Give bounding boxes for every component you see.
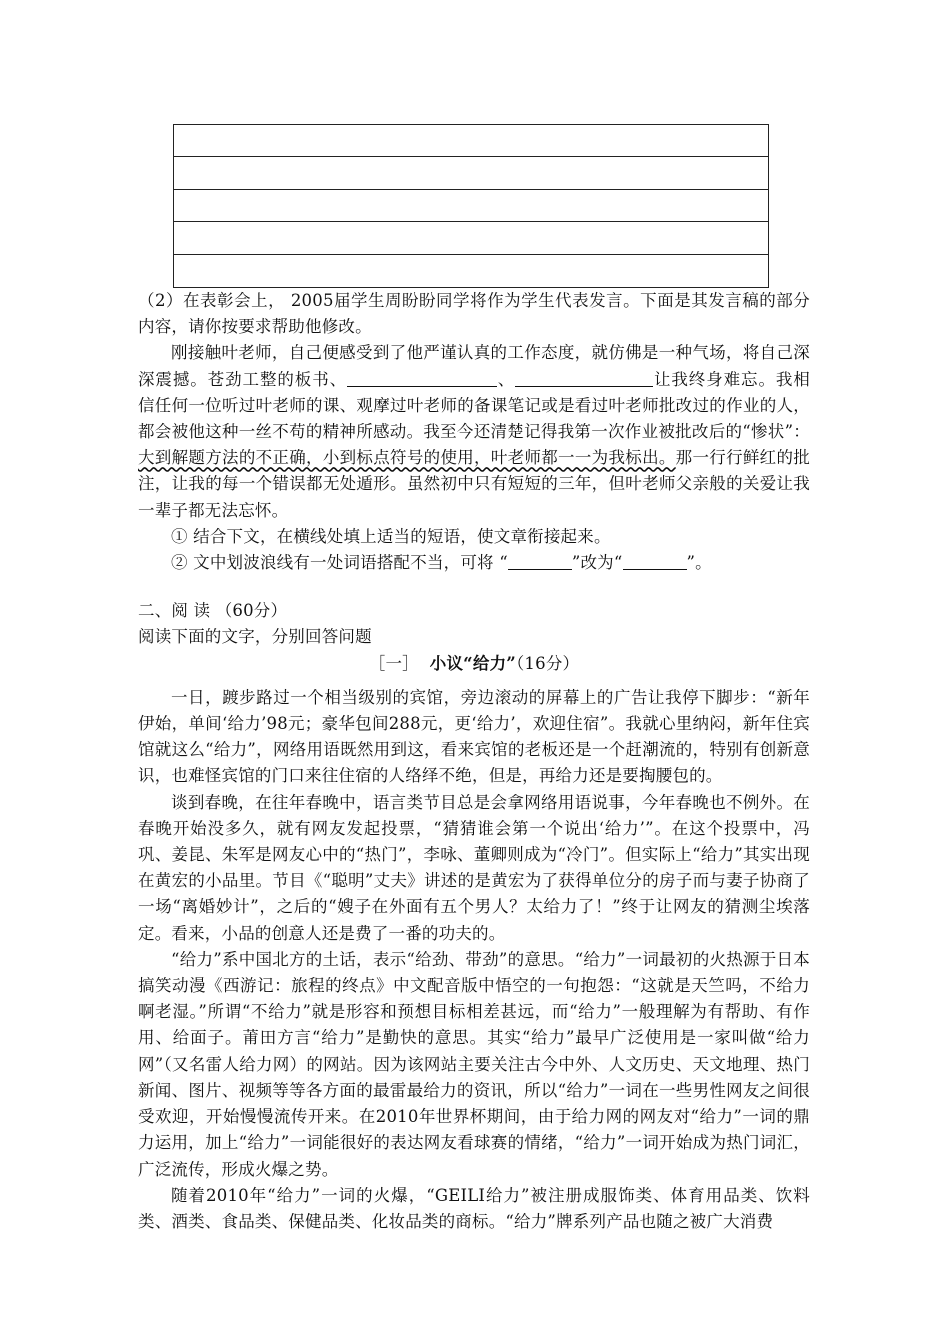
article-title-line [138, 651, 810, 677]
task-2-text-b: ”改为“ [571, 553, 623, 573]
answer-line[interactable] [174, 190, 768, 222]
article-paragraph-1: 一日，踱步路过一个相当级别的宾馆，旁边滚动的屏幕上的广告让我停下脚步：“新年伊始，单间‘给力’98元；豪华包间288元，更‘给力’，欢迎住宿”。我就心里纳闷，新年住宾馆就这么“给力”，网络用语既然用到这，看来宾馆的老板还是一个赶潮流的，特别有创新意识，也难怪宾馆的门口来往住宿的人络绎不绝，但是，再给力还是要掏腰包的。 [138, 687, 810, 786]
replace-blank-from[interactable] [508, 553, 572, 571]
article-paragraph-2: 谈到春晚，在往年春晚中，语言类节目总是会拿网络用语说事，今年春晚也不例外。在春晚开始没多久，就有网友发起投票，“猜猜谁会第一个说出‘给力’”。在这个投票中，冯巩、姜昆、朱军是网友心中的“热门”，李咏、董卿则成为“冷门”。但实际上“给力”其实出现在黄宏的小品里。节目《“聪明”丈夫》讲述的是黄宏为了获得单位分的房子而与妻子协商了一场“离婚妙计”，之后的“嫂子在外面有五个男人？太给力了！”终于让网友的猜测尘埃落定。看来，小品的创意人还是费了一番的功夫的。 [138, 792, 810, 943]
answer-line[interactable] [174, 255, 768, 287]
answer-line[interactable] [174, 222, 768, 254]
task-2-text-a: ② 文中划波浪线有一处词语搭配不当，可将 “ [171, 553, 508, 573]
article-paragraph-3: “给力”系中国北方的土话，表示“给劲、带劲”的意思。“给力”一词最初的火热源于日本搞笑动漫《西游记：旅程的终点》中文配音版中悟空的一句抱怨：“这就是天竺吗，不给力啊老湿。”所谓“不给力”就是形容和预想目标相差甚远，而“给力”一般理解为有帮助、有作用、给面子。莆田方言“给力”是勤快的意思。其实“给力”最早广泛使用是一家叫做“给力网”（又名雷人给力网）的网站。因为该网站主要关注古今中外、人文历史、天文地理、热门新闻、图片、视频等等各方面的最雷最给力的资讯，所以“给力”一词在一些男性网友之间很受欢迎，开始慢慢流传开来。在2010年世界杯期间，由于给力网的网友对“给力”一词的鼎力运用，加上“给力”一词能很好的表达网友看球赛的情绪，“给力”一词开始成为热门词汇，广泛流传，形成火爆之势。 [138, 949, 810, 1179]
task-1: ① 结合下文，在横线处填上适当的短语，使文章衔接起来。 [171, 526, 611, 546]
section-instruction: 阅读下面的文字，分别回答问题 [138, 627, 372, 647]
replace-blank-to[interactable] [623, 553, 687, 571]
task-2 [138, 550, 810, 576]
answer-line[interactable] [174, 125, 768, 157]
article-score: （16分） [515, 653, 580, 673]
article-title: 小议“给力” [429, 653, 516, 673]
fill-blank-2[interactable] [515, 369, 653, 387]
question-2-block [138, 288, 810, 1235]
task-2-text-c: ”。 [686, 553, 712, 573]
blank-separator: 、 [497, 369, 516, 389]
article-paragraph-4: 随着2010年“给力”一词的火爆，“GEILI给力”被注册成服饰类、体育用品类、饮料类、酒类、食品类、保健品类、化妆品类的商标。“给力”牌系列产品也随之被广大消费 [138, 1185, 810, 1231]
answer-line[interactable] [174, 157, 768, 189]
question-2-intro: （2）在表彰会上， 2005届学生周盼盼同学将作为学生代表发言。下面是其发言稿的部分内容，请你按要求帮助他修改。 [138, 291, 810, 337]
answer-grid[interactable] [173, 124, 769, 288]
speech-paragraph [138, 340, 810, 523]
speech-text-c: 那一行行鲜红的批注，让我的每一个错误都无处遁形。虽然初中只有短短的三年，但叶老师父亲般的关爱让我一辈子都无法忘怀。 [138, 448, 810, 520]
speech-text-a: 刚接触叶老师，自己便感受到了他严谨认真的工作态度，就仿佛是一种气场，将自己深深震撼。苍劲工整的板书、 [138, 343, 810, 389]
fill-blank-1[interactable] [347, 369, 497, 387]
article-number: ［一］ [368, 653, 419, 673]
wavy-underlined-sentence: 大到解题方法的不正确，小到标点符号的使用，叶老师都一一为我标出。 [138, 448, 676, 468]
section-heading: 二、阅 读 （60分） [138, 601, 288, 621]
speech-text-b: 让我终身难忘。我相信任何一位听过叶老师的课、观摩过叶老师的备课笔记或是看过叶老师批改过的作业的人，都会被他这种一丝不苟的精神所感动。我至今还清楚记得我第一次作业被批改后的“惨状”： [138, 369, 811, 442]
